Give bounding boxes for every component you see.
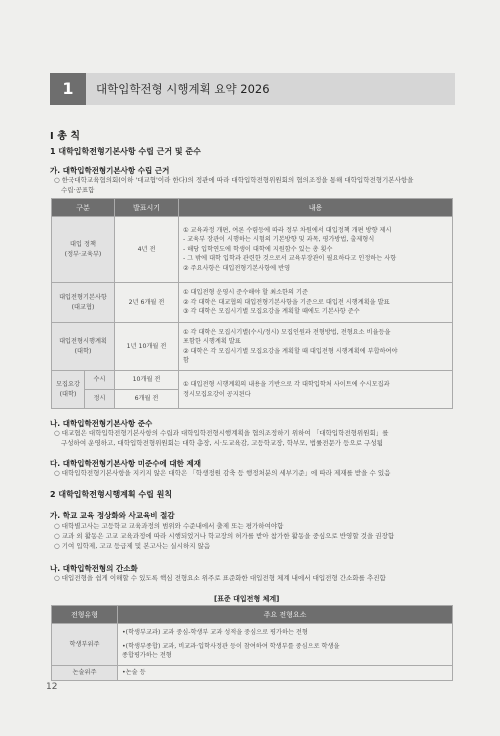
content-line: ② 대학은 각 모집시기별 모집요강을 계획할 때 대입전형 시행계획에 부합하여야	[183, 347, 398, 355]
table-header: 주요 전형요소	[118, 606, 453, 624]
subsection-a-title: 가. 대학입학전형기본사항 수립 근거	[50, 166, 170, 175]
row-content	[118, 666, 453, 681]
content-line: ② 각 대학은 대교협의 대입전형기본사항을 기준으로 대입전 시행계획을 발표	[183, 298, 390, 306]
content-line: 정시모집요강이 공지된다	[183, 390, 251, 398]
table-row	[52, 666, 453, 681]
row-label-line: (대학)	[59, 390, 77, 398]
content-line: ① 대입전형 시행계획의 내용을 기반으로 각 대학입학처 사이트에 수시모집과	[183, 381, 390, 388]
row-label-line: 모집요강	[56, 381, 80, 388]
table-row	[52, 217, 453, 283]
subsection-d-title: 가. 학교 교육 정상화와 사교육비 절감	[50, 511, 175, 520]
chapter-header	[50, 73, 455, 105]
row-label-line: 대입 정책	[70, 241, 96, 248]
subsection-e-title: 나. 대학입학전형의 간소화	[50, 564, 138, 573]
row-time: 4년 전	[115, 217, 179, 283]
row-content	[179, 323, 453, 371]
row-content	[179, 217, 453, 283]
section-2-title: 2 대학입학전형시행계획 수립 원칙	[50, 490, 173, 499]
row-label-line: 대입전형시행계획	[59, 338, 107, 345]
row-label: 학생부위주	[52, 624, 118, 666]
row-time: 10개월 전	[115, 371, 179, 390]
row-time: 1년 10개월 전	[115, 323, 179, 371]
content-line: ① 대입전형 운영시 준수해야 할 최소한의 기준	[183, 289, 308, 297]
subsection-a-line: 수립·공표함	[61, 186, 95, 194]
content-line: •논술 등	[122, 669, 146, 676]
table-header: 구분	[52, 199, 115, 217]
row-sublabel: 수시	[85, 371, 115, 390]
subsection-b-title: 나. 대학입학전형기본사항 준수	[50, 419, 153, 428]
table-header-row	[52, 606, 453, 624]
content-line: - 그 밖에 대학 입학과 관련한 것으로서 교육부장관이 필요하다고 인정하는 사항	[183, 255, 397, 263]
table-row	[52, 283, 453, 323]
row-label	[52, 217, 115, 283]
subsection-e-line: ○ 대입전형을 쉽게 이해할 수 있도록 핵심 전형요소 위주로 표준화한 대입전형 체계 내에서 대입전형 간소화를 추진함	[54, 574, 386, 582]
subsection-d-line: ○ 교과 외 활동은 고교 교육과정에 따라 시행되었거나 학교장의 허가를 받아 참가한 활동을 중심으로 반영할 것을 권장함	[54, 532, 395, 540]
row-label: 논술위주	[52, 666, 118, 681]
content-line: •(학생부교과) 교과 중심-학생부 교과 성적을 중심으로 평가하는 전형	[122, 629, 308, 637]
table-header: 전형유형	[52, 606, 118, 624]
row-time: 6개월 전	[115, 390, 179, 409]
row-label-line: (정부·교육부)	[64, 250, 102, 258]
table-header: 내용	[179, 199, 453, 217]
row-label-line: (대학)	[74, 347, 92, 355]
admission-schedule-table	[51, 198, 453, 409]
row-sublabel: 정시	[85, 390, 115, 409]
content-line: 함	[183, 357, 189, 364]
subsection-c-line: ○ 대학입학전형기본사항을 지키지 않은 대학은 「학생정원 감축 등 행정처분의 세부기준」에 따라 제재를 받을 수 있음	[54, 469, 391, 477]
subsection-a-line: ○ 한국대학교육협의회(이하 '대교협'이라 한다)의 정관에 따라 대학입학전형위원회의 협의조정을 통해 대학입학전형기본사항을	[54, 176, 414, 184]
row-label-line: 대입전형기본사항	[59, 294, 107, 301]
chapter-number: 1	[50, 73, 86, 105]
standard-admission-table	[51, 605, 453, 681]
part-title: Ⅰ 총 칙	[50, 131, 81, 142]
content-line: ③ 각 대학은 모집시기별 모집요강을 계획할 때에도 기본사항 준수	[183, 308, 360, 316]
row-content	[118, 624, 453, 666]
subsection-c-title: 다. 대학입학전형기본사항 미준수에 대한 제재	[50, 459, 201, 468]
content-line: - 해당 입학연도에 학생이 대학에 지원함수 있는 총 횟수	[183, 245, 333, 253]
page-number: 12	[46, 682, 58, 692]
table-row	[52, 323, 453, 371]
table-caption: [표준 대입전형 체계]	[214, 595, 280, 603]
table-header: 발표시기	[115, 199, 179, 217]
content-line: ① 교육과정 개편, 여론 수렴등에 따라 정부 차원에서 대입정책 개편 방향 제시	[183, 226, 392, 234]
row-label-line: (대교협)	[71, 303, 95, 311]
content-line: 종합평가하는 전형	[122, 652, 172, 660]
content-line: ② 주요사항은 대입전형기본사항에 반영	[183, 264, 291, 272]
subsection-b-line: ○ 대교협은 대학입학전형기본사항의 수립과 대학입학전형시행계획을 협의조정하기 위하여 「대학입학전형위원회」를	[54, 429, 389, 437]
row-content	[179, 371, 453, 409]
row-label	[52, 371, 85, 409]
row-content	[179, 283, 453, 323]
chapter-title: 대학입학전형 시행계획 요약 2026	[96, 82, 270, 96]
row-label	[52, 323, 115, 371]
row-label	[52, 283, 115, 323]
content-line: - 교육부 장관이 시행하는 시험의 기본방향 및 과목, 평가방법, 출제형식	[183, 236, 375, 244]
table-row	[52, 371, 453, 390]
content-line: •(학생부종합) 교과, 비교과·입학사정관 등이 참여하여 학생부를 중심으로 학생을	[122, 642, 340, 650]
section-1-title: 1 대학입학전형기본사항 수립 근거 및 준수	[50, 147, 201, 156]
subsection-b-line: 구성하여 운영하고, 대학입학전형위원회는 대학 총장, 시·도교육감, 고등학교장, 학부모, 법률전문가 등으로 구성됨	[61, 439, 383, 447]
table-header-row	[52, 199, 453, 217]
row-time: 2년 6개월 전	[115, 283, 179, 323]
subsection-d-line: ○ 대학별고사는 고등학교 교육과정의 범위와 수준내에서 출제 또는 평가하여야함	[54, 522, 284, 530]
subsection-d-line: ○ 기여 입학제, 고교 등급제 및 본고사는 실시하지 않음	[54, 542, 211, 550]
table-row	[52, 624, 453, 666]
content-line: 포함한 시행계획 발표	[183, 338, 241, 345]
content-line: ① 각 대학은 모집시기별(수시/정시) 모집인원과 전형방법, 전형요소 비율등을	[183, 328, 391, 336]
